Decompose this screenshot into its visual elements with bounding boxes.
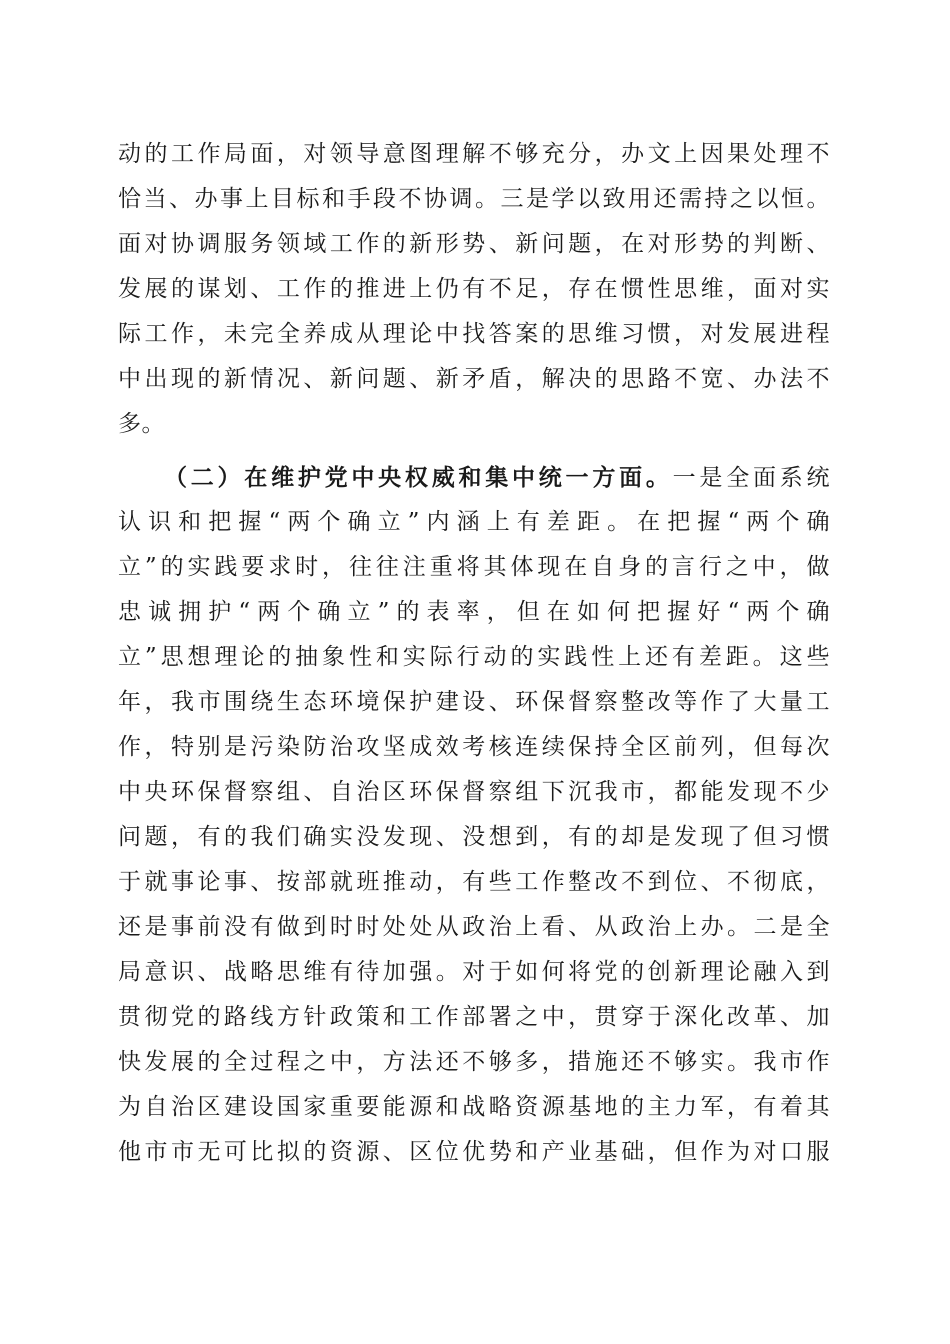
paragraph-line: 他市市无可比拟的资源、区位优势和产业基础，但作为对口服 — [118, 1139, 830, 1165]
paragraph-line: 为自治区建设国家重要能源和战略资源基地的主力军，有着其 — [118, 1094, 830, 1120]
paragraph-line: 立”的实践要求时，往往注重将其体现在自身的言行之中，做 — [118, 554, 830, 580]
paragraph-line: 面对协调服务领域工作的新形势、新问题，在对形势的判断、 — [118, 231, 830, 257]
paragraph-line: 快发展的全过程之中，方法还不够多，措施还不够实。我市作 — [118, 1049, 830, 1075]
paragraph-line: 多。 — [118, 411, 165, 437]
paragraph-line: 认识和把握“两个确立”内涵上有差距。在把握“两个确 — [118, 509, 830, 535]
paragraph-line: 恰当、办事上目标和手段不协调。三是学以致用还需持之以恒。 — [118, 186, 830, 212]
paragraph-line: 发展的谋划、工作的推进上仍有不足，存在惯性思维，面对实 — [118, 276, 830, 302]
paragraph-line: 动的工作局面，对领导意图理解不够充分，办文上因果处理不 — [118, 141, 830, 167]
paragraph-line: 际工作，未完全养成从理论中找答案的思维习惯，对发展进程 — [118, 321, 830, 347]
section-heading: （二）在维护党中央权威和集中统一方面。 — [164, 464, 673, 491]
paragraph-line: 中出现的新情况、新问题、新矛盾，解决的思路不宽、办法不 — [118, 366, 830, 392]
paragraph-line: 中央环保督察组、自治区环保督察组下沉我市，都能发现不少 — [118, 779, 830, 805]
paragraph-line: 问题，有的我们确实没发现、没想到，有的却是发现了但习惯 — [118, 824, 830, 850]
paragraph-line: 年，我市围绕生态环境保护建设、环保督察整改等作了大量工 — [118, 689, 830, 715]
paragraph-line: 作，特别是污染防治攻坚成效考核连续保持全区前列，但每次 — [118, 734, 830, 760]
paragraph-first-line — [118, 455, 830, 500]
paragraph-2 — [118, 455, 830, 1175]
paragraph-line: 贯彻党的路线方针政策和工作部署之中，贯穿于深化改革、加 — [118, 1004, 830, 1030]
paragraph-line: 立”思想理论的抽象性和实际行动的实践性上还有差距。这些 — [118, 644, 830, 670]
paragraph-line: 于就事论事、按部就班推动，有些工作整改不到位、不彻底， — [118, 869, 830, 895]
heading-continuation: 一是全面系统 — [672, 465, 831, 491]
paragraph-1 — [118, 132, 830, 447]
paragraph-line: 局意识、战略思维有待加强。对于如何将党的创新理论融入到 — [118, 959, 830, 985]
paragraph-line: 还是事前没有做到时时处处从政治上看、从政治上办。二是全 — [118, 914, 830, 940]
paragraph-line: 忠诚拥护“两个确立”的表率，但在如何把握好“两个确 — [118, 599, 830, 625]
